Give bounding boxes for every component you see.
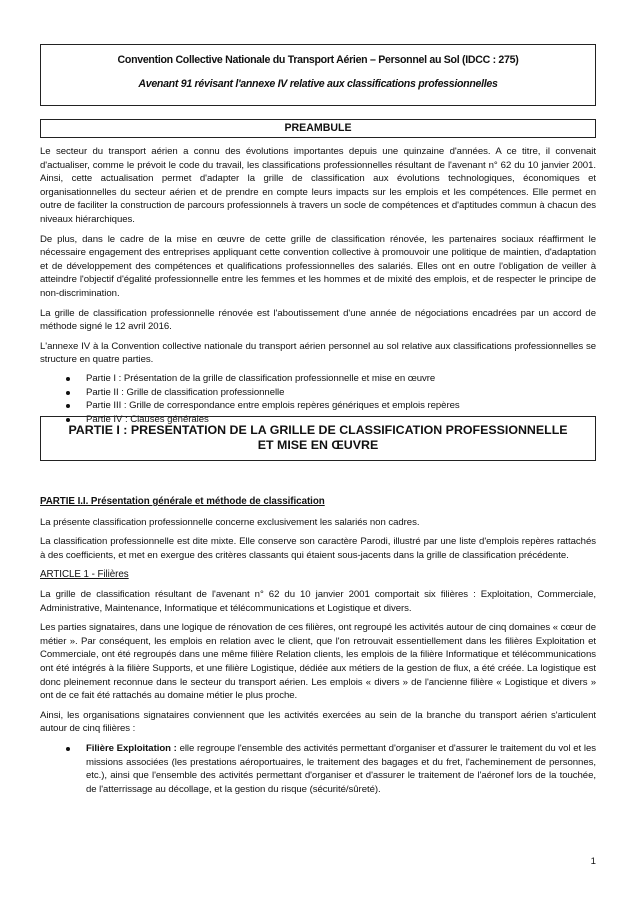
part1-title-line2: ET MISE EN ŒUVRE [257, 438, 379, 452]
page-number: 1 [590, 856, 596, 867]
filiere-text: elle regroupe l'ensemble des activités permettant d'organiser et d'assurer le traitement du vol et les missions associées (les prestations aéroportuaires, le traitement des bagages et du fret, l'acheminement de personnes, etc.), ainsi que l'ensemble des activités permettant d'organiser et d'assurer le traitement de l'aéronef lors de la touchée, de l'atterrissage au décollage, et la gestion du risque (sécurité/sûreté). [86, 742, 596, 795]
part1-heading [40, 416, 596, 461]
convention-title: Convention Collective Nationale du Transport Aérien – Personnel au Sol (IDCC : 275) [117, 54, 519, 66]
filiere-label: Filière Exploitation : [86, 742, 177, 754]
title-box [40, 44, 596, 106]
article-heading: ARTICLE 1 - Filières [40, 569, 129, 581]
section-heading: PARTIE I.I. Présentation générale et méthode de classification [40, 496, 325, 507]
preamble-heading: PREAMBULE [40, 119, 596, 138]
article-paragraph-2: Les parties signataires, dans une logique de rénovation de ces filières, ont regroupé les activités autour de cinq domaines « cœur de métier ». Par conséquent, les emplois en relation avec le client, que l'on retrouvait essentiellement dans les filières Exploitation et Commerciale, ont été regroupés dans une même filière Relation clients, les emplois de la filière Informatique et télécommunications ont été intégrés à la filière Supports, et une filière Logistique, dédiée aux métiers de la gestion de flux, a été créée. La logistique est donc pleinement reconnue dans le secteur du transport aérien. Les emplois « divers » de l'ancienne filière « Logistique et divers » ont de ce fait été rattachés au domaine métier le plus proche. [40, 622, 596, 702]
preamble-paragraph-2: De plus, dans le cadre de la mise en œuvre de cette grille de classification rénovée, les partenaires sociaux réaffirment le nécessaire engagement des entreprises appliquant cette convention collective à promouvoir une politique de maintien, d'adaptation et de développement des compétences et qualifications professionnelles des salariés. Elles ont en outre l'obligation de veiller à atteindre l'objectif d'égalité professionnelle entre les femmes et les hommes et de mixité des emplois, et de respecter le principe de non-discrimination. [40, 233, 596, 299]
part1-title-line1: PARTIE I : PRESENTATION DE LA GRILLE DE CLASSIFICATION PROFESSIONNELLE [68, 423, 568, 437]
filieres-list [40, 742, 596, 796]
part1-body [40, 495, 596, 796]
preamble-paragraph-4: L'annexe IV à la Convention collective nationale du transport aérien personnel au sol relative aux classifications professionnelles se structure en quatre parties. [40, 340, 596, 366]
list-item [40, 742, 596, 796]
article-paragraph-3: Ainsi, les organisations signataires conviennent que les activités exercées au sein de la branche du transport aérien s'articulent autour de cinq filières : [40, 709, 596, 735]
article-paragraph-1: La grille de classification résultant de l'avenant n° 62 du 10 janvier 2001 comportait six filières : Exploitation, Commerciale, Administrative, Maintenance, Informatique et télécommunications et Logistique et divers. [40, 588, 596, 614]
list-item: Partie IV : Clauses générales [40, 413, 596, 427]
section-paragraph-1: La présente classification professionnelle concerne exclusivement les salariés non cadres. [40, 516, 420, 528]
avenant-title: Avenant 91 révisant l'annexe IV relative aux classifications professionnelles [138, 78, 498, 90]
list-item: Partie I : Présentation de la grille de classification professionnelle et mise en œuvre [40, 372, 596, 386]
list-item: Partie III : Grille de correspondance entre emplois repères génériques et emplois repères [40, 399, 596, 413]
preamble-paragraph-1: Le secteur du transport aérien a connu des évolutions importantes depuis une quinzaine d'années. A ce titre, il convenait d'actualiser, comme le prévoit le code du travail, les classifications professionnelles résultant de l'avenant n° 62 du 10 janvier 2001. Ainsi, cette actualisation permet d'adapter la grille de classification aux évolutions technologiques, économiques et organisationnelles du secteur aérien et de prendre en compte leurs impacts sur les emplois et les compétences. Elle permet en outre de faciliter la construction de parcours professionnels à travers un socle de compétences et d'aptitudes commun à chacun des niveaux hiérarchiques. [40, 146, 596, 225]
section-paragraph-2: La classification professionnelle est dite mixte. Elle conserve son caractère Parodi, illustré par une liste d'emplois repères rattachés à des coefficients, et met en exergue des critères classants qui étaient sous-jacents dans la grille de classification précédente. [40, 536, 596, 561]
preamble-paragraph-3: La grille de classification professionnelle rénovée est l'aboutissement d'une année de négociations encadrées par un accord de méthode signé le 12 avril 2016. [40, 307, 596, 333]
preamble-body [40, 145, 596, 426]
list-item: Partie II : Grille de classification professionnelle [40, 386, 596, 400]
